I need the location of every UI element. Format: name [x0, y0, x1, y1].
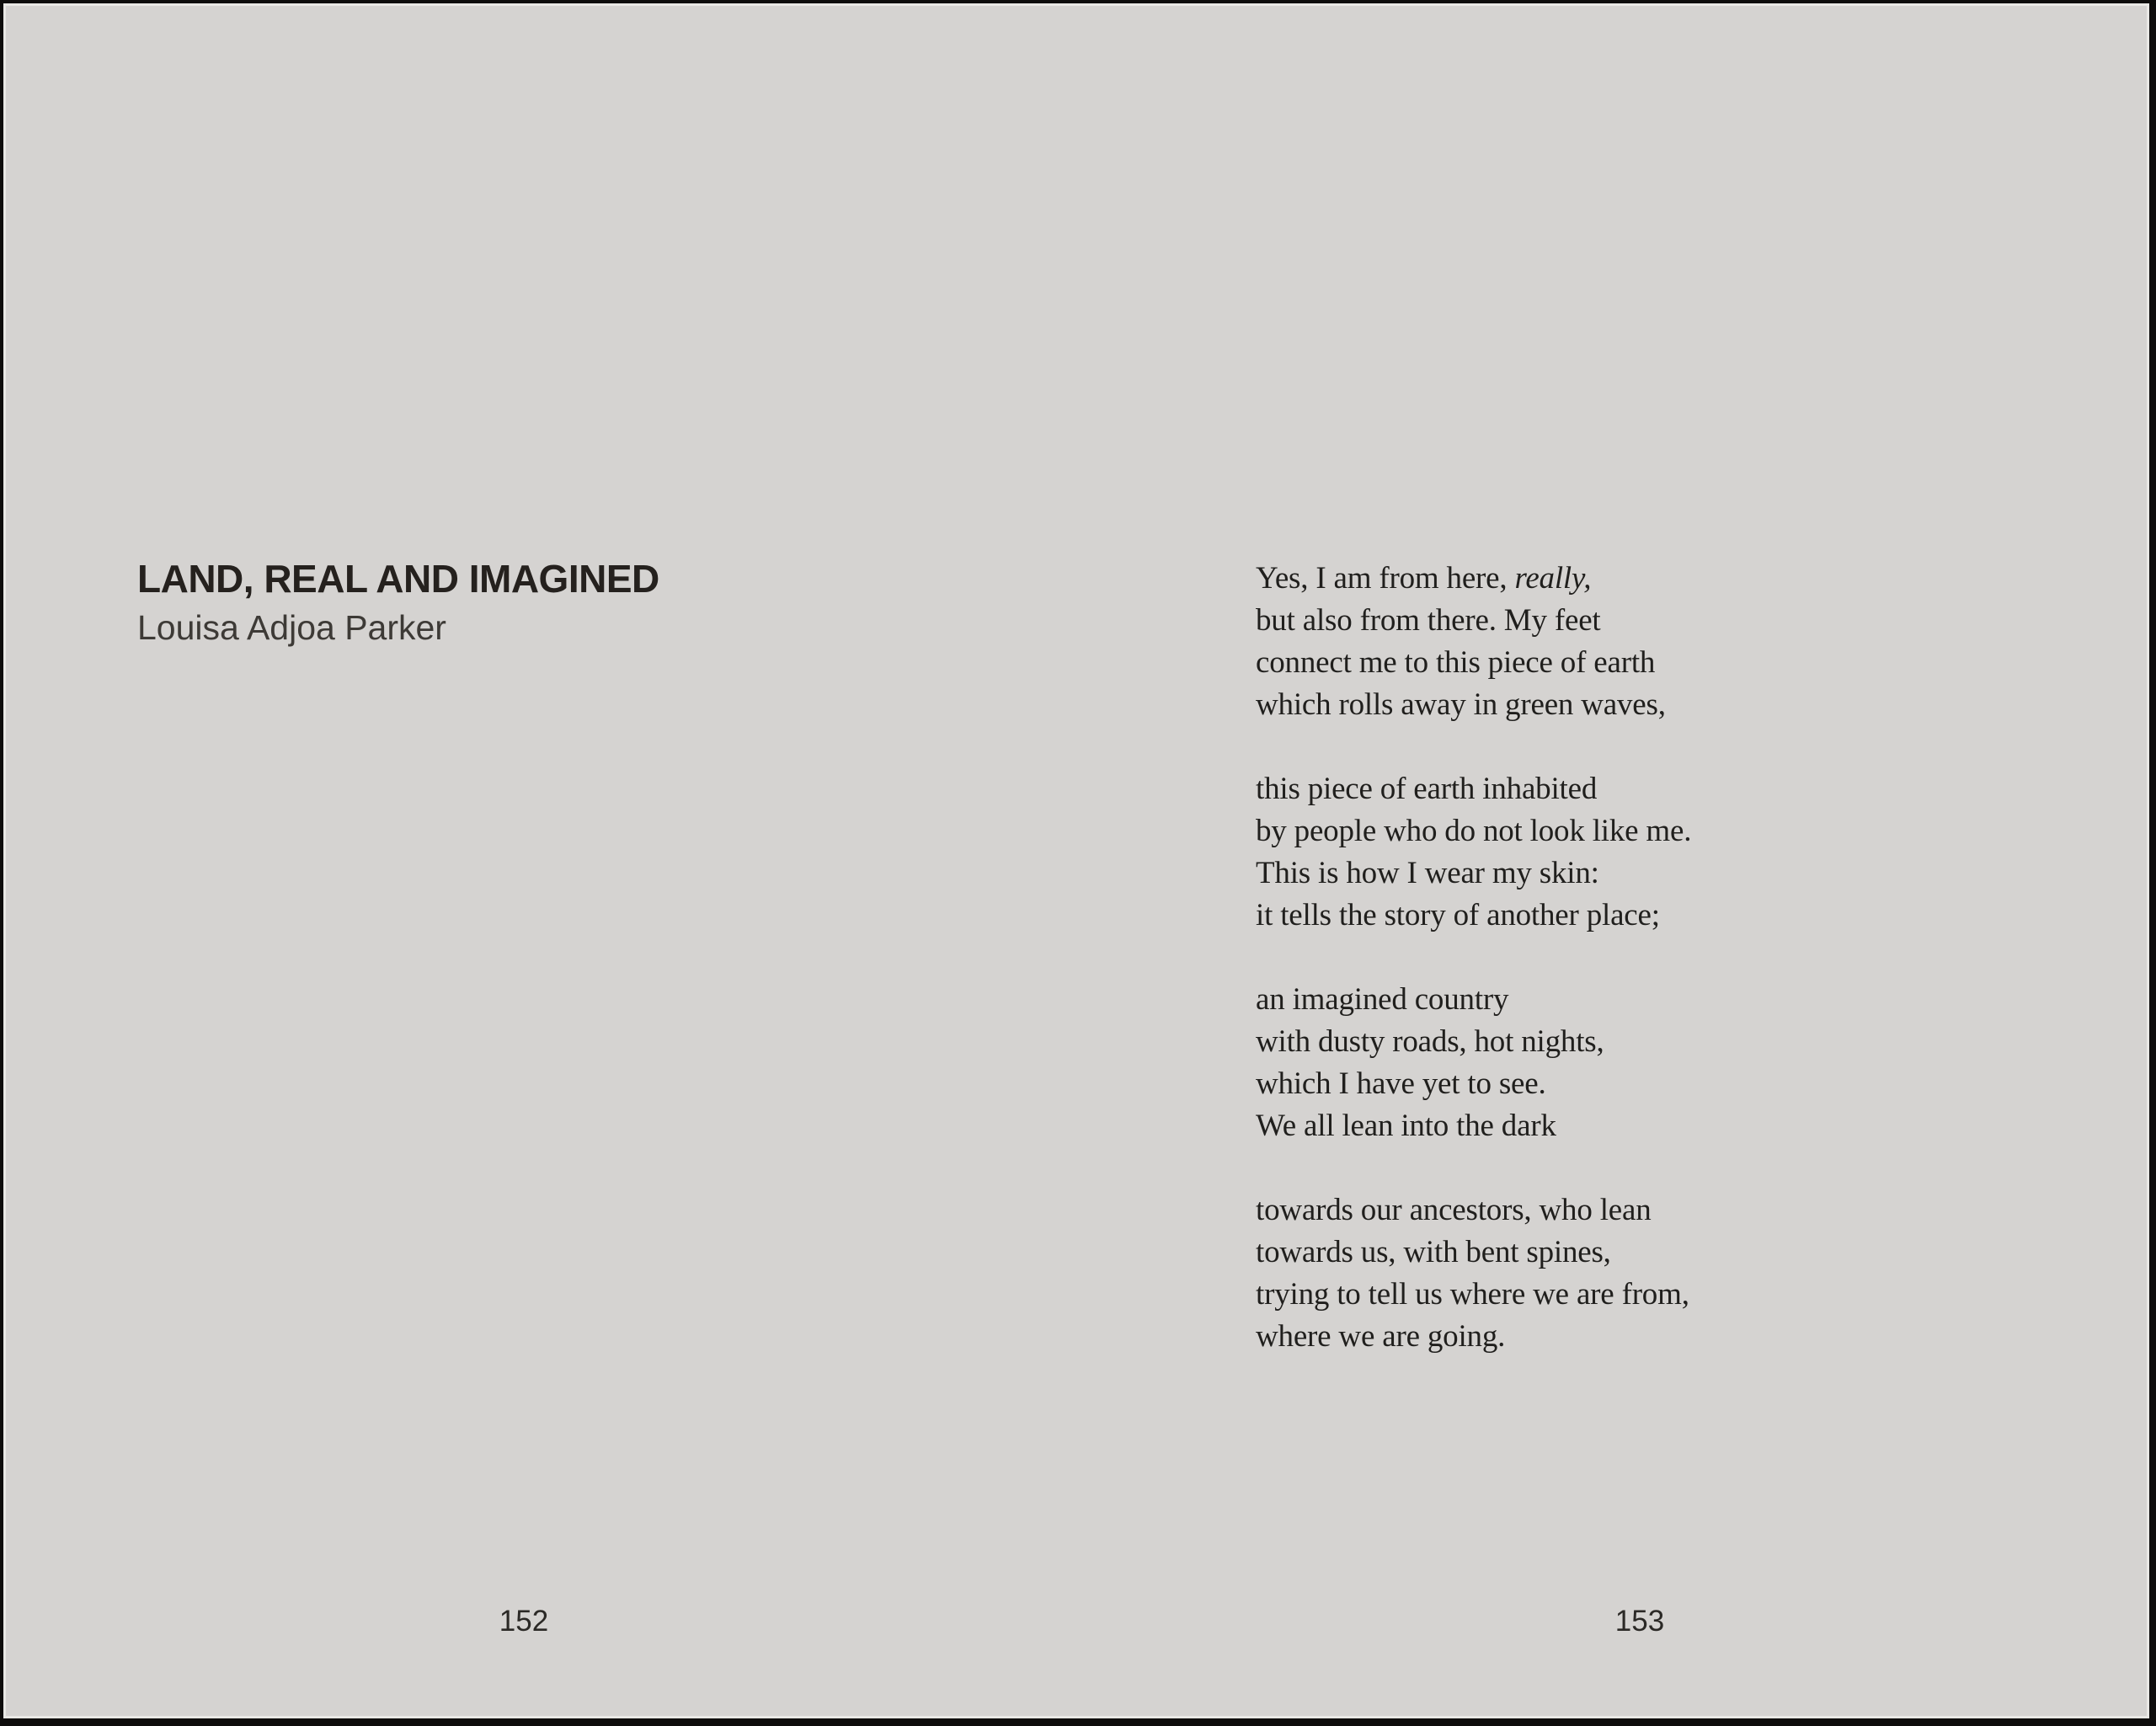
poem-italic-run: really, — [1514, 561, 1592, 596]
poem-text-run: this piece of earth inhabited — [1256, 772, 1598, 806]
poem-line — [1256, 1274, 1691, 1316]
poem-text-run: an imagined country — [1256, 982, 1509, 1017]
page-number-right: 153 — [1614, 1605, 1665, 1638]
poem-text-run: connect me to this piece of earth — [1256, 645, 1656, 680]
poem-title: LAND, REAL AND IMAGINED — [137, 557, 659, 601]
poem-line — [1256, 895, 1691, 937]
poem-text-run: This is how I wear my skin: — [1256, 856, 1599, 890]
poem-line — [1256, 1063, 1691, 1105]
poem-line — [1256, 1232, 1691, 1274]
poem-author: Louisa Adjoa Parker — [137, 607, 446, 647]
page-number-left: 152 — [499, 1605, 549, 1638]
poem-text-run: Yes, I am from here, — [1256, 561, 1515, 596]
poem-line — [1256, 1105, 1691, 1147]
poem-text-run: but also from there. My feet — [1256, 603, 1601, 638]
poem-text-run: trying to tell us where we are from, — [1256, 1277, 1689, 1312]
poem-line — [1256, 600, 1691, 642]
poem-text-run: which rolls away in green waves, — [1256, 687, 1666, 722]
poem-text-run: where we are going. — [1256, 1319, 1506, 1354]
poem-line — [1256, 852, 1691, 895]
poem-header — [137, 558, 659, 648]
poem-stanza — [1256, 768, 1691, 937]
poem-line — [1256, 684, 1691, 726]
poem-stanza — [1256, 979, 1691, 1147]
poem-text-run: with dusty roads, hot nights, — [1256, 1024, 1604, 1059]
page-spread — [3, 3, 2149, 1718]
poem-line — [1256, 558, 1691, 600]
poem-body — [1256, 558, 1691, 1358]
poem-line — [1256, 642, 1691, 684]
poem-text-run: towards us, with bent spines, — [1256, 1235, 1611, 1269]
poem-text-run: We all lean into the dark — [1256, 1109, 1556, 1143]
poem-line — [1256, 1021, 1691, 1063]
poem-text-run: it tells the story of another place; — [1256, 898, 1660, 932]
poem-text-run: by people who do not look like me. — [1256, 814, 1692, 848]
poem-line — [1256, 810, 1691, 852]
poem-stanza — [1256, 558, 1691, 726]
poem-line — [1256, 979, 1691, 1021]
poem-stanza — [1256, 1189, 1691, 1358]
poem-line — [1256, 1316, 1691, 1358]
poem-text-run: towards our ancestors, who lean — [1256, 1193, 1652, 1227]
poem-text-run: which I have yet to see. — [1256, 1066, 1546, 1101]
poem-line — [1256, 1189, 1691, 1232]
poem-line — [1256, 768, 1691, 810]
